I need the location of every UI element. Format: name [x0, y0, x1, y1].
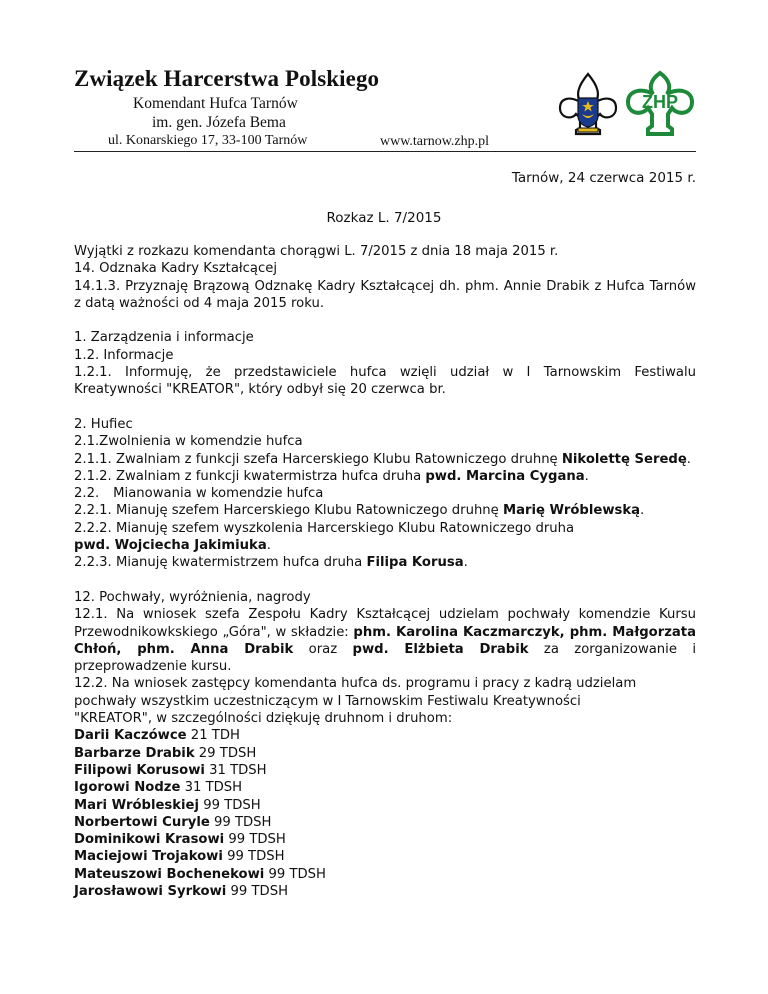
paragraph: 1.2.1. Informuję, że przedstawiciele hufca wzięli udział w I Tarnowskim Festiwalu Kreatywności "KREATOR", który odbył się 20 czerwca br. [74, 365, 696, 398]
person-name: phm. Karolina Kaczmarczyk, phm. Małgorzata Chłoń, phm. Anna Drabik [74, 624, 697, 657]
patron-name: im. gen. Józefa Bema [152, 114, 286, 131]
paragraph-line: "KREATOR", w szczególności dziękuję druhnom i druhom: [74, 711, 453, 727]
subsection-heading: 2.1.Zwolnienia w komendzie hufca [74, 434, 303, 450]
unit-label: 21 TDH [186, 728, 240, 744]
subsection-heading: 1.2. Informacje [74, 347, 174, 363]
section-heading: 12. Pochwały, wyróżnienia, nagrody [74, 589, 311, 605]
section-heading: 1. Zarządzenia i informacje [74, 330, 254, 346]
person-name: Barbarze Drabik [74, 745, 195, 761]
intro-line: Wyjątki z rozkazu komendanta chorągwi L. 7/2015 z dnia 18 maja 2015 r. [74, 244, 559, 259]
person-name: Marię Wróblewską [502, 503, 641, 519]
list-item: 2.2.1. Mianuję szefem Harcerskiego Klubu Ratowniczego druhnę Marię Wróblewską. [74, 503, 645, 519]
tarnow-crest-icon [556, 72, 620, 140]
unit-label: 29 TDSH [194, 745, 257, 761]
person-name: Filipa Korusa [366, 555, 464, 571]
address: ul. Konarskiego 17, 33-100 Tarnów [108, 133, 308, 148]
section-heading: 2. Hufiec [74, 416, 133, 432]
document-body [74, 243, 696, 900]
subsection-heading: 2.2. Mianowania w komendzie hufca [74, 486, 324, 502]
name-entry [74, 727, 696, 744]
name-entry [74, 831, 696, 848]
organization-name: Związek Harcerstwa Polskiego [74, 66, 380, 91]
list-item: 2.1.2. Zwalniam z funkcji kwatermistrza hufca druha pwd. Marcina Cygana. [74, 468, 589, 484]
paragraph: 12.1. Na wniosek szefa Zespołu Kadry Kształcącej udzielam pochwały komendzie Kursu Przewodnikowkskiego „Góra", w składzie: phm. Karolina Kaczmarczyk, phm. Małgorzata Chłoń, phm. Anna Drabik oraz pwd. Elżbieta Drabik za zorganizowanie i przeprowadzenie kursu. [74, 607, 697, 675]
person-name: Maciejowi Trojakowi [74, 849, 223, 865]
list-item: 2.2.3. Mianuję kwatermistrzem hufca druha Filipa Korusa. [74, 555, 468, 571]
name-entry [74, 866, 696, 883]
person-name: pwd. Elżbieta Drabik [352, 641, 529, 657]
name-entry [74, 883, 696, 900]
name-entry [74, 814, 696, 831]
unit-label: 99 TDSH [226, 883, 288, 899]
commander-title: Komendant Hufca Tarnów [133, 95, 298, 112]
name-entry [74, 762, 696, 779]
name-entry [74, 779, 696, 796]
person-name: Darii Kaczówce [74, 728, 187, 744]
person-name: pwd. Marcina Cygana [425, 468, 585, 484]
unit-label: 99 TDSH [224, 832, 286, 848]
person-name: Norbertowi Curyle [74, 814, 210, 830]
unit-label: 31 TDSH [204, 762, 267, 778]
list-item: 2.2.2. Mianuję szefem wyszkolenia Harcerskiego Klubu Ratowniczego druha [74, 520, 575, 536]
header-divider [74, 151, 696, 152]
paragraph-line: 12.2. Na wniosek zastępcy komendanta hufca ds. programu i pracy z kadrą udzielam [74, 676, 637, 692]
paragraph-line: pochwały wszystkim uczestniczącym w I Tarnowskim Festiwalu Kreatywności [74, 693, 581, 709]
person-name: Mari Wróbleskiej [74, 797, 200, 813]
zhp-logo-icon [620, 70, 700, 140]
unit-label: 99 TDSH [222, 849, 285, 865]
paragraph: 14.1.3. Przyznaję Brązową Odznakę Kadry Kształcącej dh. phm. Annie Drabik z Hufca Tarnów z datą ważności od 4 maja 2015 roku. [74, 278, 696, 311]
unit-label: 99 TDSH [264, 866, 326, 882]
section-heading: 14. Odznaka Kadry Kształcącej [74, 261, 278, 277]
list-item: pwd. Wojciecha Jakimiuka. [74, 538, 271, 554]
order-title: Rozkaz L. 7/2015 [326, 210, 442, 226]
name-entry [74, 797, 696, 814]
name-entry [74, 848, 696, 865]
person-name: Mateuszowi Bochenekowi [74, 866, 265, 882]
unit-label: 99 TDSH [199, 797, 261, 813]
website: www.tarnow.zhp.pl [380, 134, 489, 149]
unit-label: 99 TDSH [209, 814, 272, 830]
person-name: Jarosławowi Syrkowi [74, 883, 227, 899]
zhp-logo-text: ZHP [642, 92, 678, 112]
person-name: pwd. Wojciecha Jakimiuka [74, 538, 267, 554]
name-entry [74, 745, 696, 762]
person-name: Nikolettę Seredę [561, 451, 687, 467]
unit-label: 31 TDSH [180, 780, 243, 796]
document-date: Tarnów, 24 czerwca 2015 r. [511, 170, 696, 186]
names-list [74, 727, 696, 900]
person-name: Filipowi Korusowi [74, 762, 205, 778]
person-name: Dominikowi Krasowi [74, 832, 225, 848]
list-item: 2.1.1. Zwalniam z funkcji szefa Harcerskiego Klubu Ratowniczego druhnę Nikolettę Seredę. [74, 451, 691, 467]
person-name: Igorowi Nodze [74, 780, 181, 796]
